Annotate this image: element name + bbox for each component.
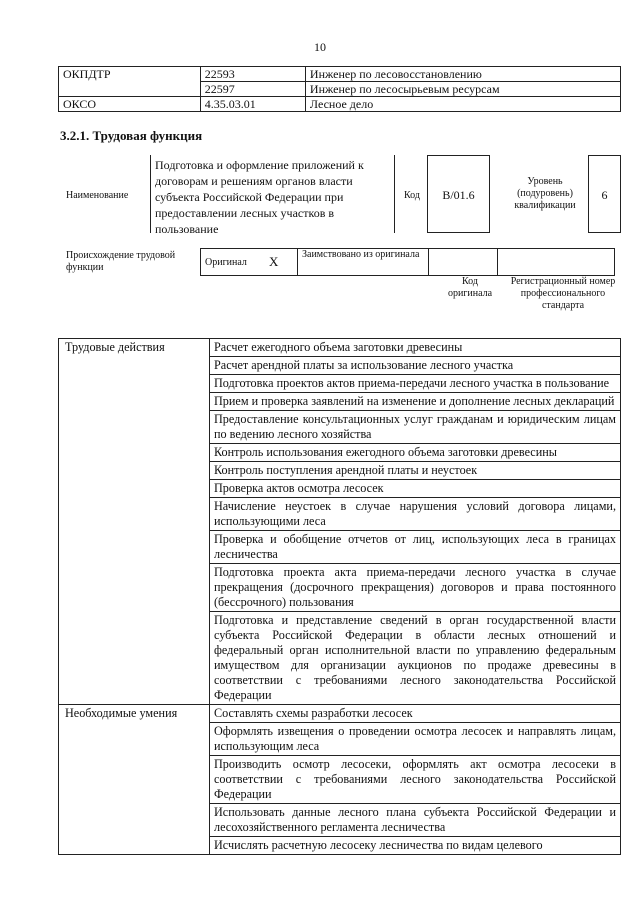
codes-cell-num: 22597: [200, 82, 305, 97]
labor-action-item: Расчет арендной платы за использование лесного участка: [210, 357, 621, 375]
labor-function-table: [58, 338, 621, 855]
codes-cell-code: [59, 82, 201, 97]
codes-cell-num: 22593: [200, 67, 305, 82]
codes-cell-num: 4.35.03.01: [200, 97, 305, 112]
function-name: Подготовка и оформление приложений к договорам и решениям органов власти субъекта Российской Федерации при предоставлении лесных участков в пользование: [150, 155, 395, 233]
name-label: Наименование: [66, 190, 129, 201]
page-number: 10: [314, 40, 326, 54]
labor-action-item: Проверка и обобщение отчетов от лиц, использующих леса в границах лесничества: [210, 531, 621, 564]
labor-action-item: Контроль использования ежегодного объема заготовки древесины: [210, 444, 621, 462]
original-mark: X: [265, 249, 298, 276]
skill-row: [59, 705, 621, 723]
skill-item: Исчислять расчетную лесосеку лесничества по видам целевого: [210, 837, 621, 855]
labor-action-item: Контроль поступления арендной платы и неустоек: [210, 462, 621, 480]
codes-cell-name: Инженер по лесовосстановлению: [305, 67, 620, 82]
reg-number-label: Регистрационный номер профессионального стандарта: [510, 276, 616, 311]
codes-row: [59, 82, 621, 97]
codes-cell-name: Лесное дело: [305, 97, 620, 112]
code-original-label: Код оригинала: [447, 276, 493, 299]
codes-row: [59, 97, 621, 112]
codes-cell-code: ОКСО: [59, 97, 201, 112]
labor-action-item: Подготовка проектов актов приема-передачи лесного участка в пользование: [210, 375, 621, 393]
code-value: B/01.6: [442, 188, 475, 202]
labor-action-item: Проверка актов осмотра лесосек: [210, 480, 621, 498]
skill-item: Составлять схемы разработки лесосек: [210, 705, 621, 723]
labor-action-item: Начисление неустоек в случае нарушения условий договора лицами, использующими леса: [210, 498, 621, 531]
level-box: [588, 155, 621, 233]
labor-action-item: Подготовка и представление сведений в орган государственной власти субъекта Российской Федерации в области лесных отношений и федеральный орган исполнительной власти по управлению федеральным имуществом для организации аукционов по продаже древесины в соответствии с требованиями лесного законодательства Российской Федерации: [210, 612, 621, 705]
codes-row: [59, 67, 621, 82]
code-label: Код: [404, 190, 420, 201]
labor-action-row: [59, 339, 621, 357]
origin-label: Происхождение трудовой функции: [66, 250, 176, 273]
section-title: 3.2.1. Трудовая функция: [60, 128, 203, 143]
labor-action-label: Трудовые действия: [59, 339, 210, 705]
level-value: 6: [601, 188, 608, 202]
reg-number-cell: [498, 249, 615, 276]
labor-action-item: Расчет ежегодного объема заготовки древесины: [210, 339, 621, 357]
original-label: Оригинал: [201, 249, 266, 276]
labor-action-item: Подготовка проекта акта приема-передачи лесного участка в случае прекращения (досрочного прекращения) договоров и права постоянного (бессрочного) пользования: [210, 564, 621, 612]
labor-action-item: Прием и проверка заявлений на изменение и дополнение лесных деклараций: [210, 393, 621, 411]
borrowed-label: Заимствовано из оригинала: [298, 249, 429, 276]
skill-item: Производить осмотр лесосеки, оформлять акт осмотра лесосеки в соответствии с требованиями лесного законодательства Российской Федерации: [210, 756, 621, 804]
origin-table: [200, 248, 615, 276]
labor-action-item: Предоставление консультационных услуг гражданам и юридическим лицам по ведению лесного хозяйства: [210, 411, 621, 444]
codes-table: [58, 66, 621, 112]
skill-label: Необходимые умения: [59, 705, 210, 855]
codes-cell-code: ОКПДТР: [59, 67, 201, 82]
code-box: [427, 155, 490, 233]
level-label: Уровень (подуровень) квалификации: [514, 176, 576, 211]
code-original-cell: [429, 249, 498, 276]
skill-item: Оформлять извещения о проведении осмотра лесосек и направлять лицам, использующим леса: [210, 723, 621, 756]
codes-cell-name: Инженер по лесосырьевым ресурсам: [305, 82, 620, 97]
skill-item: Использовать данные лесного плана субъекта Российской Федерации и лесохозяйственного регламента лесничества: [210, 804, 621, 837]
